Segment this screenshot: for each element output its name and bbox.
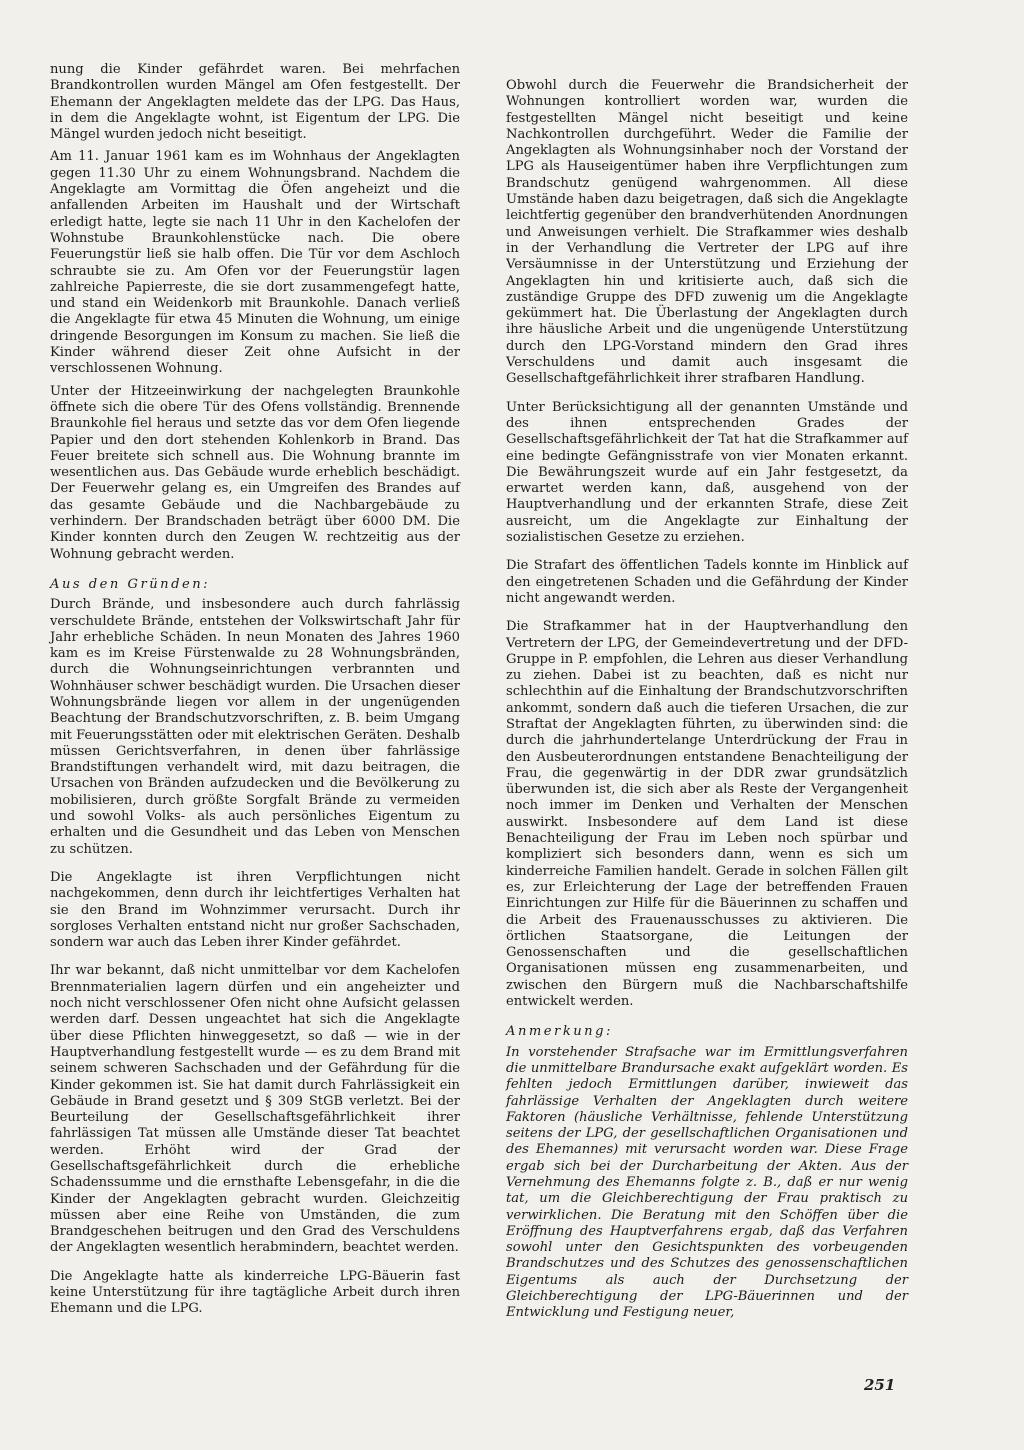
paragraph: nung die Kinder gefährdet waren. Bei mehrfachen Brandkontrollen wurden Mängel am Ofen festgestellt. Der Ehemann der Angeklagten meldete das der LPG. Das Haus, in dem die Angeklagte wohnt, ist Eigentum der LPG. Die Mängel wurden jedoch nicht beseitigt.: [50, 62, 460, 143]
paragraph: Obwohl durch die Feuerwehr die Brandsicherheit der Wohnungen kontrolliert worden war, wurden die festgestellten Mängel nicht beseitigt und keine Nachkontrollen durchgeführt. Weder die Familie der Angeklagten als Wohnungsinhaber noch der Vorstand der LPG als Hauseigentümer haben ihre Verpflichtungen zum Brandschutz genügend wahrgenommen. All diese Umstände haben dazu beigetragen, daß sich die Angeklagte leichtfertig gegenüber den brandverhütenden Anordnungen und Anweisungen verhielt. Die Strafkammer wies deshalb in der Verhandlung die Vertreter der LPG auf ihre Versäumnisse in der Unterstützung und Erziehung der Angeklagten hin und kritisierte auch, daß sich die zuständige Gruppe des DFD zuwenig um die Angeklagte gekümmert hat. Die Überlastung der Angeklagten durch ihre häusliche Arbeit und die ungenügende Unterstützung durch den LPG-Vorstand mindern den Grad ihres Verschuldens und damit auch insgesamt die Gesellschaftgefährlichkeit ihrer strafbaren Handlung.: [506, 78, 908, 387]
paragraph: Unter der Hitzeeinwirkung der nachgelegten Braunkohle öffnete sich die obere Tür des Ofens vollständig. Brennende Braunkohle fiel heraus und setzte das vor dem Ofen liegende Papier und den dort stehenden Kohlenkorb in Brand. Das Feuer breitete sich schnell aus. Die Wohnung brannte im wesentlichen aus. Das Gebäude wurde erheblich beschädigt. Der Feuerwehr gelang es, ein Umgreifen des Brandes auf das gesamte Gebäude und die Nachbargebäude zu verhindern. Der Brandschaden beträgt über 6000 DM. Die Kinder konnten durch den Zeugen W. rechtzeitig aus der Wohnung gebracht werden.: [50, 383, 460, 562]
paragraph: Die Strafkammer hat in der Hauptverhandlung den Vertretern der LPG, der Gemeindevertretung und der DFD-Gruppe in P. empfohlen, die Lehren aus dieser Verhandlung zu ziehen. Dabei ist zu beachten, daß es nicht nur schlechthin auf die Einhaltung der Brandschutzvorschriften ankommt, sondern daß auch die tieferen Ursachen, die zur Straftat der Angeklagten führten, zu überwinden sind: die durch die jahrhundertelange Unterdrückung der Frau in den Ausbeuterordnungen entstandene Benachteiligung der Frau, die gegenwärtig in der DDR zwar grundsätzlich überwunden ist, die sich aber als Reste der Vergangenheit noch immer im Denken und Verhalten der Menschen auswirkt. Insbesondere auf dem Land ist diese Benachteiligung der Frau im Leben noch spürbar und kompliziert sich besonders dann, wenn es sich um kinderreiche Familien handelt. Gerade in solchen Fällen gilt es, zur Erleichterung der Lage der betreffenden Frauen Einrichtungen zur Hilfe für die Bäuerinnen zu schaffen und die Arbeit des Frauenausschusses zu aktivieren. Die örtlichen Staatsorgane, die Leitungen der Genossenschaften und die gesellschaftlichen Organisationen müssen eng zusammenarbeiten, und zwischen den Bürgern muß die Nachbarschaftshilfe entwickelt werden.: [506, 619, 908, 1010]
right-column: [506, 78, 908, 1328]
left-column: [50, 62, 460, 1324]
paragraph: Am 11. Januar 1961 kam es im Wohnhaus der Angeklagten gegen 11.30 Uhr zu einem Wohnungsbrand. Nachdem die Angeklagte am Vormittag die Öfen angeheizt und die anfallenden Arbeiten im Haushalt und der Wirtschaft erledigt hatte, legte sie nach 11 Uhr in den Kachelofen der Wohnstube Braunkohlenstücke nach. Die obere Feuerungstür ließ sie halb offen. Die Tür vor dem Aschloch schraubte sie zu. Am Ofen vor der Feuerungstür lagen zahlreiche Papierreste, die sie dort zusammengefegt hatte, und stand ein Weidenkorb mit Braunkohle. Danach verließ die Angeklagte für etwa 45 Minuten die Wohnung, um einige dringende Besorgungen im Konsum zu machen. Sie ließ die Kinder während dieser Zeit ohne Aufsicht in der verschlossenen Wohnung.: [50, 149, 460, 377]
note-body: In vorstehender Strafsache war im Ermittlungsverfahren die unmittelbare Brandursache exakt aufgeklärt worden. Es fehlten jedoch Ermittlungen darüber, inwieweit das fahrlässige Verhalten der Angeklagten durch weitere Faktoren (häusliche Verhältnisse, fehlende Unterstützung seitens der LPG, der gesellschaftlichen Organisationen und des Ehemannes) mit verursacht worden war. Diese Frage ergab sich bei der Durcharbeitung der Akten. Aus der Vernehmung des Ehemanns folgte z. B., daß er nur wenig tat, um die Gleichberechtigung der Frau praktisch zu verwirklichen. Die Beratung mit den Schöffen über die Eröffnung des Hauptverfahrens ergab, daß das Verfahren sowohl unter den Gesichtspunkten des vorbeugenden Brandschutzes und des Schutzes des genossenschaftlichen Eigentums als auch der Durchsetzung der Gleichberechtigung der LPG-Bäuerinnen und der Entwicklung und Festigung neuer,: [506, 1044, 908, 1321]
note-heading: Anmerkung:: [506, 1024, 613, 1040]
paragraph: Die Angeklagte hatte als kinderreiche LPG-Bäuerin fast keine Unterstützung für ihre tagtägliche Arbeit durch ihren Ehemann und die LPG.: [50, 1268, 460, 1317]
paragraph: Die Strafart des öffentlichen Tadels konnte im Hinblick auf den eingetretenen Schaden und die Gefährdung der Kinder nicht angewandt werden.: [506, 558, 908, 606]
paragraph: Die Angeklagte ist ihren Verpflichtungen nicht nachgekommen, denn durch ihr leichtfertiges Verhalten hat sie den Brand im Wohnzimmer verursacht. Durch ihr sorgloses Verhalten entstand nicht nur großer Sachschaden, sondern war auch das Leben ihrer Kinder gefährdet.: [50, 869, 460, 951]
paragraph: Durch Brände, und insbesondere auch durch fahrlässig verschuldete Brände, entstehen der Volkswirtschaft Jahr für Jahr erhebliche Schäden. In neun Monaten des Jahres 1960 kam es im Kreise Fürstenwalde zu 28 Wohnungsbränden, durch die Wohnungseinrichtungen verbrannten und Wohnhäuser schwer beschädigt wurden. Die Ursachen dieser Wohnungsbrände liegen vor allem in der ungenügenden Beachtung der Brandschutzvorschriften, z. B. beim Umgang mit Feuerungsstätten oder mit elektrischen Geräten. Deshalb müssen Gerichtsverfahren, in denen über fahrlässige Brandstiftungen verhandelt wird, mit dazu beitragen, die Ursachen von Bränden aufzudecken und die Bevölkerung zu mobilisieren, durch größte Sorgfalt Brände zu vermeiden und sowohl Volks- als auch persönliches Eigentum zu erhalten und die Gesundheit und das Leben von Menschen zu schützen.: [50, 597, 460, 857]
section-heading: Aus den Gründen:: [50, 576, 211, 592]
paragraph: Unter Berücksichtigung all der genannten Umstände und des ihnen entsprechenden Grades der Gesellschaftsgefährlichkeit der Tat hat die Strafkammer auf eine bedingte Gefängnisstrafe von vier Monaten erkannt. Die Bewährungszeit wurde auf ein Jahr festgesetzt, da erwartet werden kann, daß, ausgehend von der Hauptverhandlung und der erkannten Strafe, diese Zeit ausreicht, um die Angeklagte zur Einhaltung der sozialistischen Gesetze zu erziehen.: [506, 399, 908, 546]
paragraph: Ihr war bekannt, daß nicht unmittelbar vor dem Kachelofen Brennmaterialien lagern dürfen und ein angeheizter und noch nicht verschlossener Ofen nicht ohne Aufsicht gelassen werden darf. Dessen ungeachtet hat sich die Angeklagte über diese Pflichten hinweggesetzt, so daß — wie in der Hauptverhandlung festgestellt wurde — es zu dem Brand mit seinem schweren Sachschaden und der Gefährdung für die Kinder gekommen ist. Sie hat damit durch Fahrlässigkeit ein Gebäude in Brand gesetzt und § 309 StGB verletzt. Bei der Beurteilung der Gesellschaftsgefährlichkeit ihrer fahrlässigen Tat müssen alle Umstände dieser Tat beachtet werden. Erhöht wird der Grad der Gesellschaftsgefährlichkeit durch die erhebliche Schadenssumme und die ernsthafte Lebensgefahr, in die die Kinder der Angeklagten gebracht wurden. Gleichzeitig müssen aber eine Reihe von Umständen, die zum Brandgeschehen beitrugen und den Grad des Verschuldens der Angeklagten wesentlich herabmindern, beachtet werden.: [50, 963, 460, 1256]
page-number: 251: [864, 1376, 896, 1394]
